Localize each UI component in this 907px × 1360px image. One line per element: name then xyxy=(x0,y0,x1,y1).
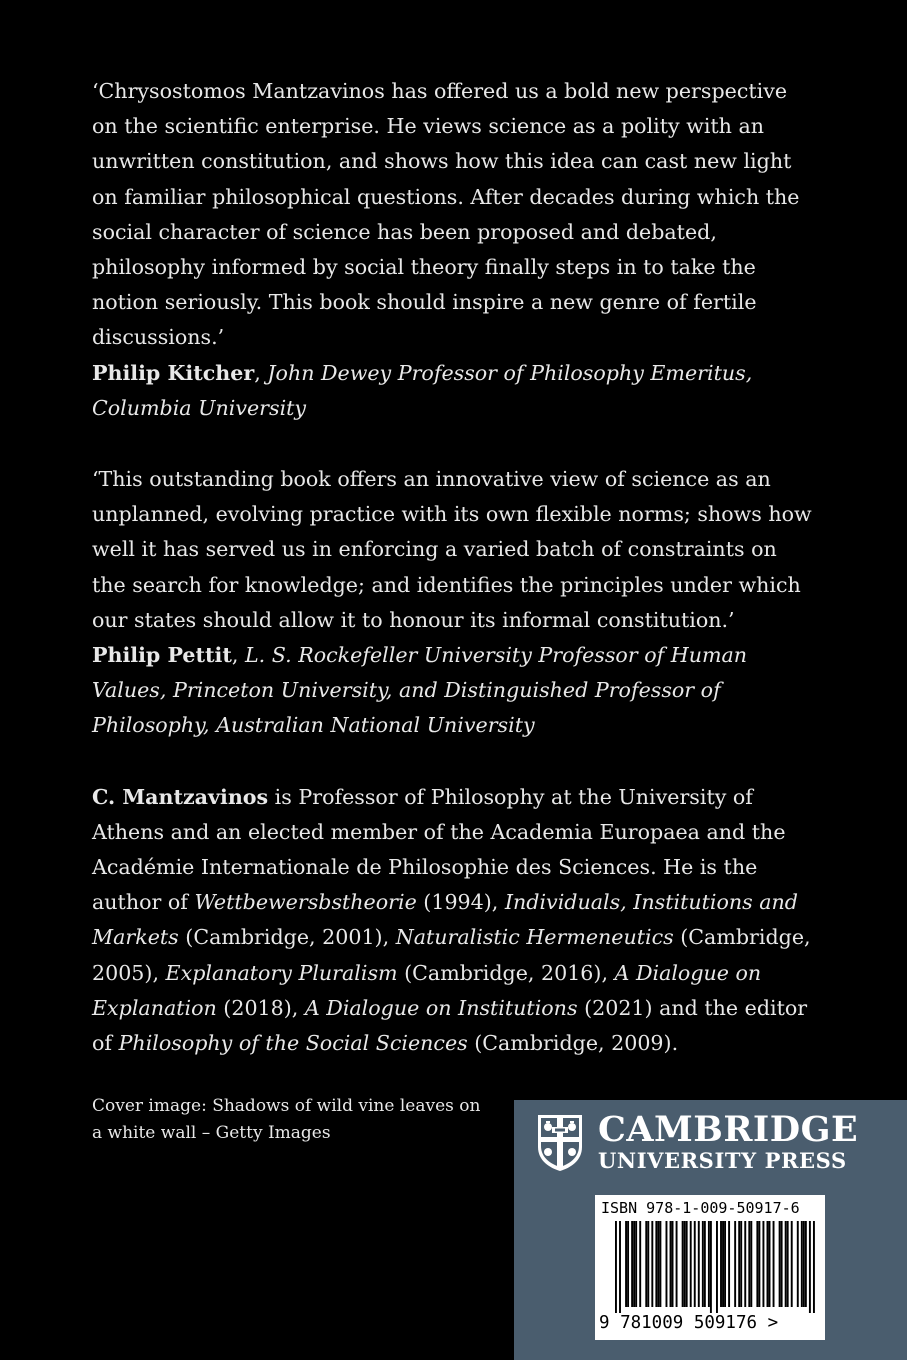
attribution-role: John Dewey Professor of Philosophy Emeritus, Columbia University xyxy=(92,360,753,420)
bio-text: is Professor of Philosophy at the University of Athens and an elected member of the Academia Europaea and the Académie Internationale de Philosophie des Sciences. He is the author of xyxy=(92,784,786,915)
barcode-bar xyxy=(698,1221,700,1307)
barcode-bar xyxy=(633,1221,635,1307)
barcode-bar xyxy=(756,1221,758,1307)
attribution-name: Philip Pettit xyxy=(92,643,232,668)
barcode-bar xyxy=(657,1221,659,1307)
barcode-bar xyxy=(670,1221,672,1307)
book-title: Explanatory Pluralism xyxy=(165,960,398,985)
bio-text: (Cambridge, 2005), xyxy=(92,925,811,985)
barcode-bar xyxy=(619,1221,621,1313)
barcode-bar xyxy=(813,1221,815,1313)
barcode-digits: 9 781009 509176 > xyxy=(599,1313,779,1333)
barcode-bar xyxy=(803,1221,805,1307)
barcode-bar xyxy=(659,1221,661,1307)
barcode-bar xyxy=(647,1221,649,1307)
barcode-bar xyxy=(682,1221,684,1307)
book-title: Naturalistic Hermeneutics xyxy=(395,925,674,950)
barcode-bar xyxy=(645,1221,647,1307)
barcode-bar xyxy=(750,1221,752,1307)
bio-text: (2021) and the editor of xyxy=(92,995,808,1056)
barcode-bar xyxy=(785,1221,787,1307)
cover-image-credit: Cover image: Shadows of wild vine leaves on a white wall – Getty Images xyxy=(92,1096,481,1143)
barcode-bar xyxy=(801,1221,803,1307)
barcode-bar xyxy=(767,1221,769,1307)
barcode-bar xyxy=(627,1221,629,1307)
quote-kitcher: ‘Chrysostomos Mantzavinos has offered us a bold new perspective on the scientific enterprise. He views science as a polity with an unwritten constitution, and shows how this idea can cast new light on familiar philosophical questions. After decades during which the social character of science has been proposed and debated, philosophy informed by social theory finally steps in to take the notion seriously. This book should inspire a new genre of fertile discussions.’ xyxy=(92,79,800,350)
quote-pettit: ‘This outstanding book offers an innovative view of science as an unplanned, evolving practice with its own flexible norms; shows how well it has served us in enforcing a varied batch of constraints on the search for knowledge; and identifies the principles under which our states should allow it to honour its informal constitution.’ xyxy=(92,467,812,632)
barcode-bar xyxy=(769,1221,771,1307)
book-title: A Dialogue on Explanation xyxy=(92,960,762,1020)
book-title: Philosophy of the Social Sciences xyxy=(118,1031,468,1056)
barcode-bar xyxy=(690,1221,692,1307)
barcode-bar xyxy=(734,1221,736,1307)
bio-text: (1994), xyxy=(416,890,505,915)
barcode-bar xyxy=(672,1221,674,1307)
barcode-bar xyxy=(635,1221,637,1307)
barcode-bar xyxy=(702,1221,704,1307)
publisher-subname: UNIVERSITY PRESS xyxy=(598,1148,847,1173)
author-name: C. Mantzavinos xyxy=(92,784,269,809)
barcode-bars xyxy=(615,1221,815,1313)
attribution-separator: , xyxy=(254,360,268,385)
barcode-bar xyxy=(651,1221,653,1307)
bio-text: (Cambridge, 2016), xyxy=(397,960,615,985)
barcode-bar xyxy=(809,1221,811,1313)
book-title: A Dialogue on Institutions xyxy=(304,995,578,1020)
book-title: Individuals, Institutions and Markets xyxy=(92,890,798,950)
barcode-bar xyxy=(631,1221,633,1307)
barcode-bar xyxy=(639,1221,641,1307)
barcode-bar xyxy=(694,1221,696,1307)
barcode-bar xyxy=(748,1221,750,1307)
barcode-bar xyxy=(704,1221,706,1307)
barcode-bar xyxy=(708,1221,710,1307)
barcode-bar xyxy=(781,1221,783,1307)
attribution-kitcher xyxy=(92,356,812,426)
barcode-bar xyxy=(720,1221,722,1307)
barcode-bar xyxy=(728,1221,730,1307)
barcode-bar xyxy=(666,1221,668,1307)
attribution-name: Philip Kitcher xyxy=(92,360,255,385)
barcode-bar xyxy=(724,1221,726,1307)
barcode-bar xyxy=(797,1221,799,1307)
barcode-bar xyxy=(773,1221,775,1307)
barcode-bar xyxy=(655,1221,657,1307)
author-bio xyxy=(92,780,812,1062)
barcode-bar xyxy=(684,1221,686,1307)
barcode-bar xyxy=(744,1221,746,1307)
attribution-role: L. S. Rockefeller University Professor of Human Values, Princeton University, and Distinguished Professor of Philosophy, Australian National University xyxy=(92,643,748,738)
barcode-bar xyxy=(738,1221,740,1307)
barcode-bar xyxy=(676,1221,678,1307)
barcode-bar xyxy=(805,1221,807,1307)
publisher-name: CAMBRIDGE xyxy=(598,1109,859,1150)
barcode-bar xyxy=(779,1221,781,1307)
bio-text: (2018), xyxy=(216,995,305,1020)
barcode-bar xyxy=(787,1221,789,1307)
barcode-bar xyxy=(762,1221,764,1307)
attribution-pettit xyxy=(92,638,812,744)
book-title: Wettbewersbstheorie xyxy=(194,890,417,915)
barcode-bar xyxy=(716,1221,718,1313)
bio-text: (Cambridge, 2001), xyxy=(178,925,396,950)
isbn-barcode xyxy=(595,1195,825,1340)
barcode-bar xyxy=(758,1221,760,1307)
isbn-label: ISBN 978-1-009-50917-6 xyxy=(601,1199,800,1217)
barcode-bar xyxy=(710,1221,712,1313)
publisher-panel xyxy=(514,1100,907,1360)
barcode-bar xyxy=(722,1221,724,1307)
cambridge-crest-icon xyxy=(536,1113,584,1173)
barcode-bar xyxy=(686,1221,688,1307)
barcode-bar xyxy=(615,1221,617,1313)
barcode-bar xyxy=(740,1221,742,1307)
attribution-separator: , xyxy=(231,643,245,668)
barcode-bar xyxy=(791,1221,793,1307)
back-cover-text xyxy=(92,74,812,1061)
barcode-bar xyxy=(625,1221,627,1307)
bio-text: (Cambridge, 2009). xyxy=(467,1031,679,1056)
